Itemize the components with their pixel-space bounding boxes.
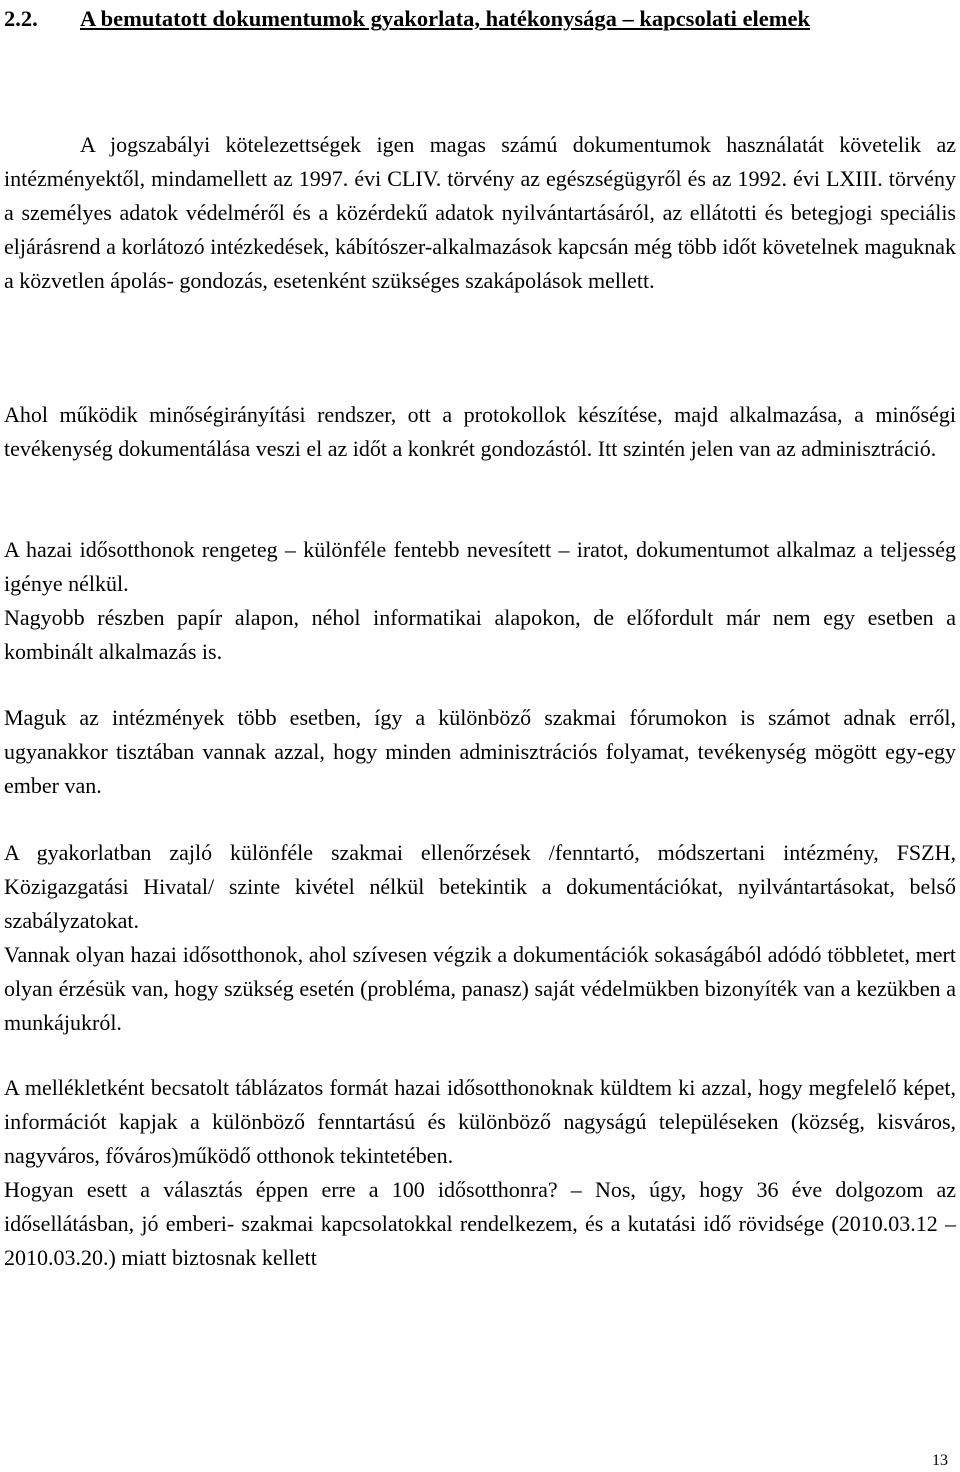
paragraph-block-5	[4, 836, 956, 1040]
section-heading	[4, 2, 956, 36]
paragraph-block-4	[4, 701, 956, 803]
paragraph-block-3	[4, 533, 956, 669]
paragraph: A gyakorlatban zajló különféle szakmai ellenőrzések /fenntartó, módszertani intézmény, FSZH, Közigazgatási Hivatal/ szinte kivétel nélkül betekintik a dokumentációkat, nyilvántartásokat, belső szabályzatokat.	[4, 840, 956, 933]
paragraph: A jogszabályi kötelezettségek igen magas számú dokumentumok használatát követelik az intézményektől, mindamellett az 1997. évi CLIV. törvény az egészségügyről és az 1992. évi LXIII. törvény a személyes adatok védelméről és a közérdekű adatok nyilvántartásáról, az ellátotti és betegjogi speciális eljárásrend a korlátozó intézkedések, kábítószer-alkalmazások kapcsán még több időt követelnek maguknak a közvetlen ápolás- gondozás, esetenként szükséges szakápolások mellett.	[4, 132, 956, 293]
page-number: 13	[932, 1452, 948, 1469]
paragraph: Vannak olyan hazai idősotthonok, ahol szívesen végzik a dokumentációk sokaságából adódó többletet, mert olyan érzésük van, hogy szükség esetén (probléma, panasz) saját védelmükben bizonyíték van a kezükben a munkájukról.	[4, 942, 956, 1035]
paragraph: A hazai idősotthonok rengeteg – különféle fentebb nevesített – iratot, dokumentumot alkalmaz a teljesség igénye nélkül.	[4, 537, 956, 596]
paragraph-block-6	[4, 1071, 956, 1275]
paragraph-block-1	[4, 128, 956, 298]
paragraph: Hogyan esett a választás éppen erre a 100 idősotthonra? – Nos, úgy, hogy 36 éve dolgozom az idősellátásban, jó emberi- szakmai kapcsolatokkal rendelkezem, és a kutatási idő rövidsége (2010.03.12 – 2010.03.20.) miatt biztosnak kellett	[4, 1177, 956, 1270]
paragraph-block-2	[4, 398, 956, 466]
paragraph: A mellékletként becsatolt táblázatos formát hazai idősotthonoknak küldtem ki azzal, hogy megfelelő képet, információt kapjak a különböző fenntartású és különböző nagyságú településeken (község, kisváros, nagyváros, főváros)működő otthonok tekintetében.	[4, 1075, 956, 1168]
section-number: 2.2.	[4, 6, 38, 31]
section-title: A bemutatott dokumentumok gyakorlata, hatékonysága – kapcsolati elemek	[80, 6, 811, 31]
paragraph: Maguk az intézmények több esetben, így a különböző szakmai fórumokon is számot adnak erről, ugyanakkor tisztában vannak azzal, hogy minden adminisztrációs folyamat, tevékenység mögött egy-egy ember van.	[4, 705, 956, 798]
paragraph: Ahol működik minőségirányítási rendszer, ott a protokollok készítése, majd alkalmazása, a minőségi tevékenység dokumentálása veszi el az időt a konkrét gondozástól. Itt szintén jelen van az adminisztráció.	[4, 402, 956, 461]
paragraph: Nagyobb részben papír alapon, néhol informatikai alapokon, de előfordult már nem egy esetben a kombinált alkalmazás is.	[4, 605, 956, 664]
